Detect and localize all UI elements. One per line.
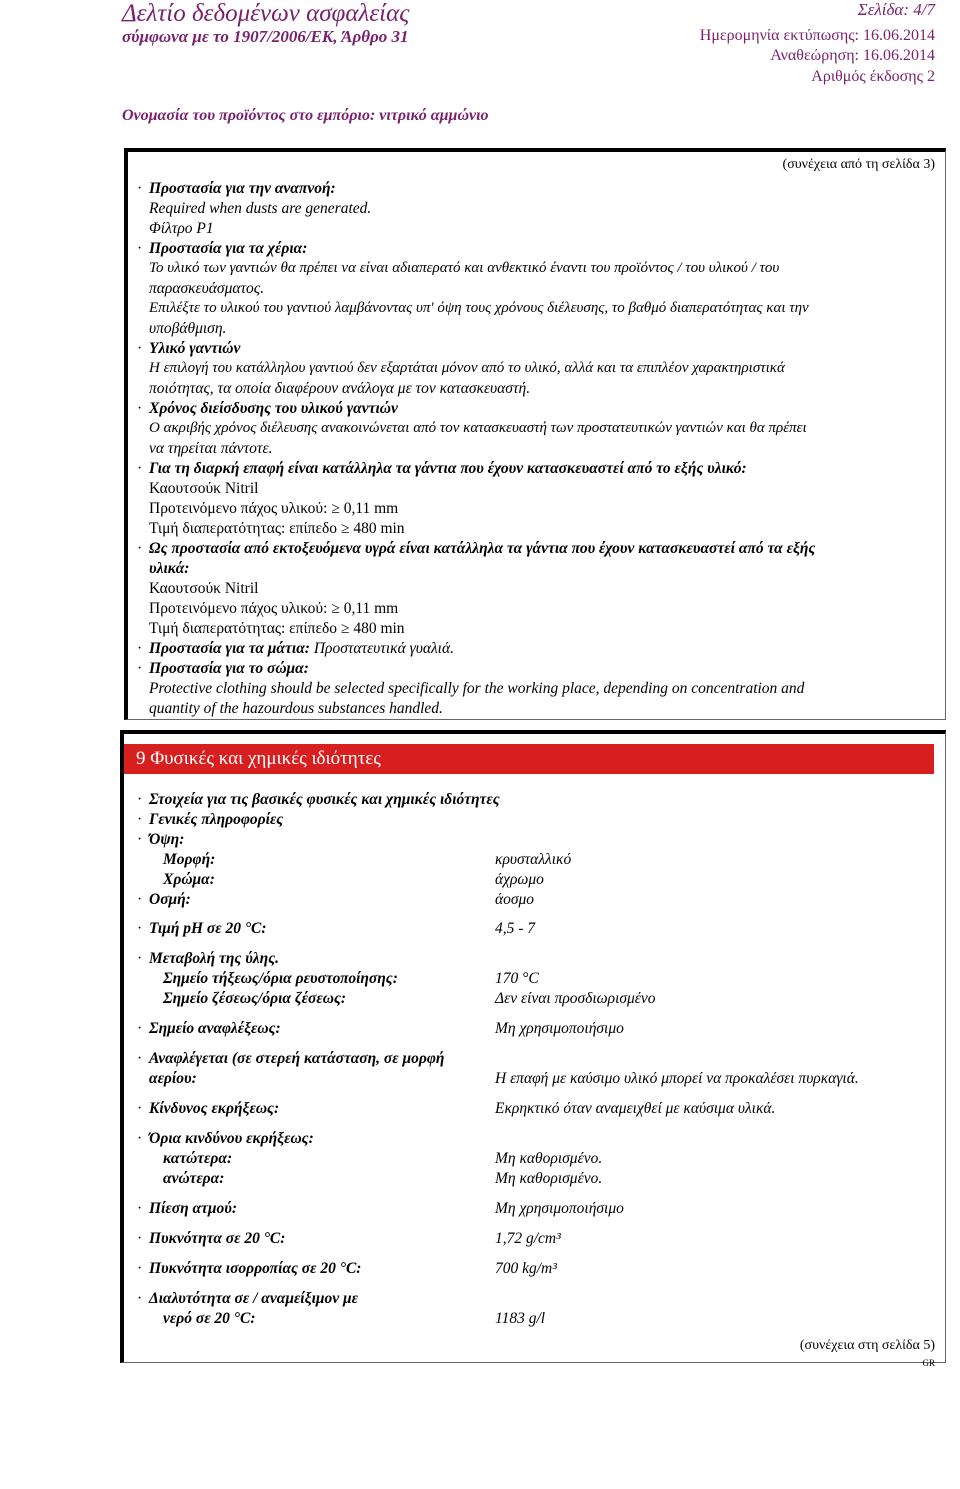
splash-label-cont: υλικά:: [149, 560, 190, 577]
resp-line1: Required when dusts are generated.: [149, 200, 372, 217]
form-label: Μορφή:: [163, 851, 216, 868]
melting-value: 170 °C: [495, 970, 539, 987]
document-subtitle: σύμφωνα με το 1907/2006/ΕΚ, Άρθρο 31: [122, 27, 409, 46]
country-code: GR: [922, 1358, 935, 1368]
hands-label: · Προστασία για τα χέρια:: [137, 240, 308, 257]
vapour-pressure-value: Μη χρησιμοποιήσιμο: [495, 1200, 624, 1217]
long-contact-thickness: Προτεινόμενο πάχος υλικού: ≥ 0,11 mm: [149, 500, 399, 517]
lower-limit-label: κατώτερα:: [163, 1150, 233, 1167]
explosion-value: Εκρηκτικό όταν αναμειχθεί με καύσιμα υλικά.: [495, 1100, 776, 1117]
state-change-label: · Μεταβολή της ύλης.: [137, 950, 279, 967]
bulk-density-label: · Πυκνότητα ισορροπίας σε 20 °C:: [137, 1260, 362, 1277]
color-label: Χρώμα:: [163, 871, 215, 888]
resp-line2: Φίλτρο P1: [149, 220, 214, 237]
color-value: άχρωμο: [495, 871, 544, 888]
explosion-limits-label: · Όρια κινδύνου εκρήξεως:: [137, 1130, 314, 1147]
glove-material-text1: Η επιλογή του κατάλληλου γαντιού δεν εξαρτάται μόνον από το υλικό, αλλά και τα επιπλέον χαρακτηριστικά: [149, 360, 785, 376]
glove-material-text2: ποιότητας, τα οποία διαφέρουν ανάλογα με τον κατασκευαστή.: [149, 380, 531, 397]
solubility-label-cont: νερό σε 20 °C:: [163, 1310, 256, 1327]
ph-label: · Τιμή pH σε 20 °C:: [137, 920, 267, 937]
flash-label: · Σημείο αναφλέξεως:: [137, 1020, 281, 1037]
upper-limit-label: ανώτερα:: [163, 1170, 225, 1187]
version-number: Αριθμός έκδοσης 2: [811, 68, 935, 85]
solubility-value: 1183 g/l: [495, 1310, 546, 1327]
melting-label: Σημείο τήξεως/όρια ρευστοποίησης:: [163, 970, 398, 987]
vapour-pressure-label: · Πίεση ατμού:: [137, 1200, 238, 1217]
ph-value: 4,5 - 7: [495, 920, 536, 937]
long-contact-label: · Για τη διαρκή επαφή είναι κατάλληλα τα γάντια που έχουν κατασκευαστεί από το εξής υλικό:: [137, 460, 747, 477]
appearance-label: · Όψη:: [137, 831, 185, 848]
print-date: Ημερομηνία εκτύπωσης: 16.06.2014: [699, 27, 935, 44]
resp-label: · Προστασία για την αναπνοή:: [137, 180, 336, 197]
glove-material-label: · Υλικό γαντιών: [137, 340, 241, 357]
document-title: Δελτίο δεδομένων ασφαλείας: [122, 0, 410, 27]
odor-label: · Οσμή:: [137, 891, 191, 908]
long-contact-permeation: Τιμή διαπερατότητας: επίπεδο ≥ 480 min: [149, 520, 405, 537]
explosion-label: · Κίνδυνος εκρήξεως:: [137, 1100, 280, 1117]
body-protection-label: · Προστασία για το σώμα:: [137, 660, 309, 677]
continued-from: (συνέχεια από τη σελίδα 3): [782, 157, 935, 172]
flammability-label: · Αναφλέγεται (σε στερεή κατάσταση, σε μορφή: [137, 1050, 445, 1067]
general-info-label: · Γενικές πληροφορίες: [137, 811, 284, 828]
section9-title: 9 Φυσικές και χημικές ιδιότητες: [124, 744, 934, 774]
permeation-text2: να τηρείται πάντοτε.: [149, 440, 273, 457]
hands-text2: παρασκευάσματος.: [149, 280, 264, 297]
splash-material: Καουτσούκ Nitril: [149, 580, 259, 597]
boiling-value: Δεν είναι προσδιωρισμένο: [495, 990, 656, 1007]
splash-label: · Ως προστασία από εκτοξευόμενα υγρά είναι κατάλληλα τα γάντια που έχουν κατασκευαστεί από τα εξής: [137, 540, 816, 557]
continued-to: (συνέχεια στη σελίδα 5): [799, 1338, 935, 1353]
basic-properties-label: · Στοιχεία για τις βασικές φυσικές και χημικές ιδιότητες: [137, 791, 500, 808]
boiling-label: Σημείο ζέσεως/όρια ζέσεως:: [163, 990, 347, 1007]
revision-date: Αναθεώρηση: 16.06.2014: [770, 47, 935, 64]
solubility-label: · Διαλυτότητα σε / αναμείξιμον με: [137, 1290, 358, 1307]
flash-value: Μη χρησιμοποιήσιμο: [495, 1020, 624, 1037]
form-value: κρυσταλλικό: [495, 851, 572, 868]
density-label: · Πυκνότητα σε 20 °C:: [137, 1230, 286, 1247]
body-protection-text2: quantity of the hazourdous substances handled.: [149, 700, 443, 717]
odor-value: άοσμο: [495, 891, 535, 908]
eyes-protection: · Προστασία για τα μάτια: Προστατευτικά γυαλιά.: [137, 640, 454, 657]
long-contact-material: Καουτσούκ Nitril: [149, 480, 259, 497]
product-name: Ονομασία του προϊόντος στο εμπόριο: νιτρικό αμμώνιο: [122, 107, 489, 124]
body-protection-text1: Protective clothing should be selected specifically for the working place, depending on concentration and: [149, 680, 805, 697]
flammability-value: Η επαφή με καύσιμο υλικό μπορεί να προκαλέσει πυρκαγιά.: [495, 1070, 859, 1087]
bulk-density-value: 700 kg/m³: [495, 1260, 557, 1277]
hands-text4: υποβάθμιση.: [149, 320, 227, 337]
splash-permeation: Τιμή διαπερατότητας: επίπεδο ≥ 480 min: [149, 620, 405, 637]
permeation-label: · Χρόνος διείσδυσης του υλικού γαντιών: [137, 400, 398, 417]
hands-text1: Το υλικό των γαντιών θα πρέπει να είναι αδιαπερατό και ανθεκτικό έναντι του προϊόντος / του υλικού / του: [149, 260, 780, 276]
hands-text3: Επιλέξτε το υλικού του γαντιού λαμβάνοντας υπ' όψη τους χρόνους διέλευσης, το βαθμό διαπερατότητας και την: [149, 300, 809, 316]
lower-limit-value: Μη καθορισμένο.: [495, 1150, 603, 1167]
density-value: 1,72 g/cm³: [495, 1230, 561, 1247]
splash-thickness: Προτεινόμενο πάχος υλικού: ≥ 0,11 mm: [149, 600, 399, 617]
page-number: Σελίδα: 4/7: [857, 0, 935, 19]
flammability-label-cont: αερίου:: [149, 1070, 197, 1087]
upper-limit-value: Μη καθορισμένο.: [495, 1170, 603, 1187]
permeation-text1: Ο ακριβής χρόνος διέλευσης ανακοινώνεται από τον κατασκευαστή των προστατευτικών γαντιών και θα πρέπει: [149, 420, 807, 436]
